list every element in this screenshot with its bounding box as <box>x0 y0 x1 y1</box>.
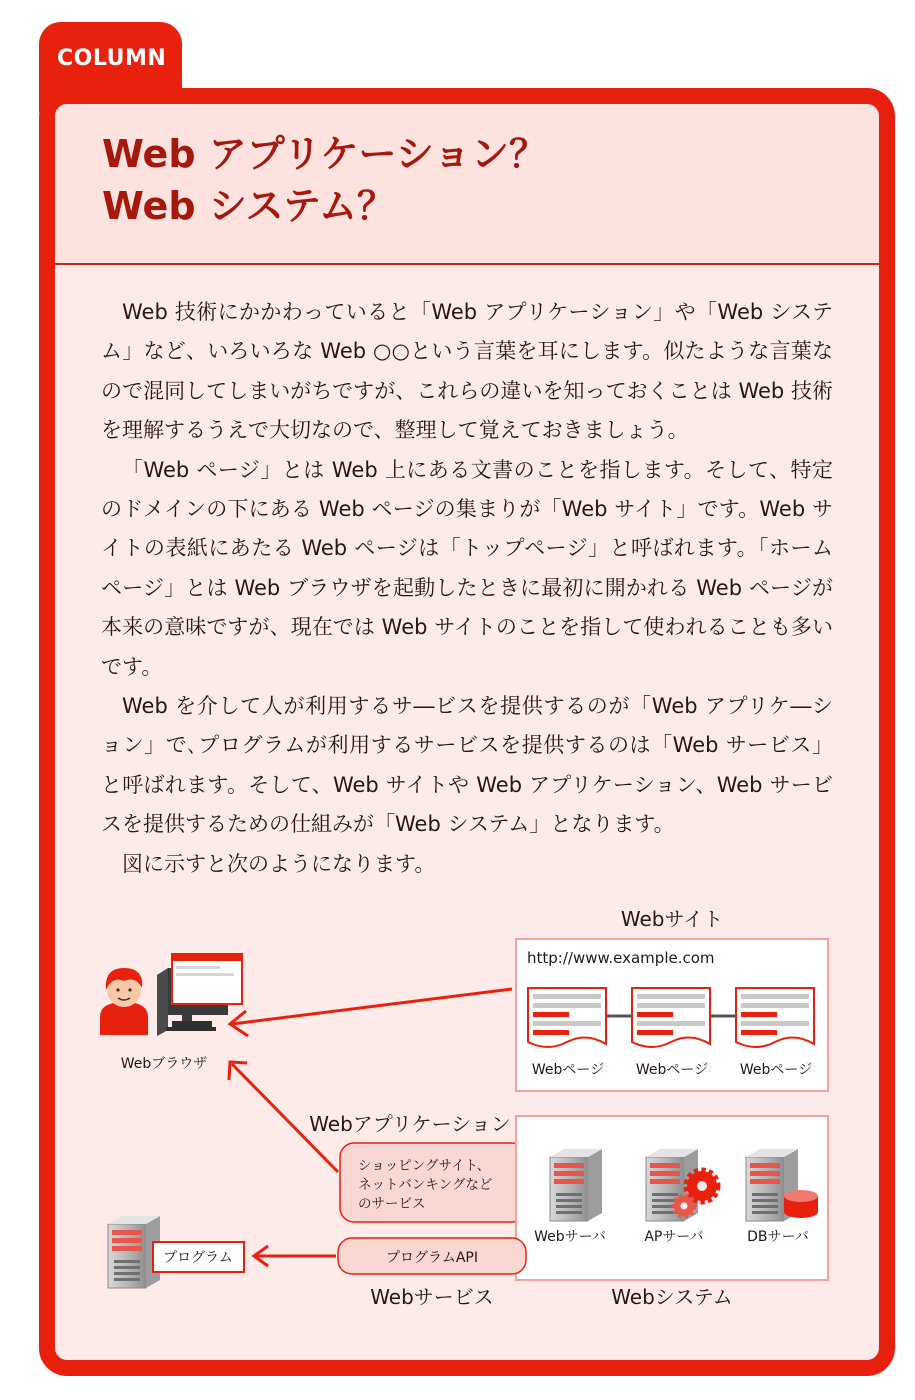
webapp-note-line-3: のサービス <box>358 1196 426 1212</box>
paragraph-4: 図に示すと次のようになります。 <box>122 851 436 876</box>
website-url: http://www.example.com <box>527 949 715 967</box>
database-icon <box>784 1190 818 1218</box>
paragraph-1: Web 技術にかかわっていると「Web アプリケーション」や「Web システム」など、いろいろな Web ○○という言葉を耳にします。似たような言葉なので混同してしまいがちですが、これらの違いを知っておくことは Web 技術を理解するうえで大切なので、整理して覚えておきましょう。 <box>101 300 833 443</box>
websystem-label: Webシステム <box>611 1285 733 1309</box>
paragraph-3: Web を介して人が利用するサ―ビスを提供するのが「Web アプリケ―ション」で､プログラムが利用するサービスを提供するのは「Web サービス」と呼ばれます。そして、Web サイトや Web アプリケーション、Web サービスを提供するための仕組みが「Web システム」となります。 <box>101 694 833 837</box>
column-label: COLUMN <box>57 46 167 71</box>
user-icon <box>100 968 148 1035</box>
web-page-icon-1 <box>528 988 606 1047</box>
web-page-icon-3 <box>736 988 814 1047</box>
website-label: Webサイト <box>620 907 724 931</box>
ap-server-label: APサーバ <box>644 1229 704 1245</box>
web-page-label-1: Webページ <box>531 1062 605 1078</box>
webapp-label: Webアプリケーション <box>309 1112 511 1136</box>
arrow-site-to-browser <box>232 989 512 1024</box>
web-server-label: Webサーバ <box>534 1229 606 1245</box>
web-page-label-2: Webページ <box>635 1062 709 1078</box>
api-label: プログラムAPI <box>385 1250 479 1266</box>
web-page-icon-2 <box>632 988 710 1047</box>
webapp-note-line-2: ネットバンキングなど <box>358 1177 493 1193</box>
browser-label: Webブラウザ <box>120 1056 208 1072</box>
webapp-note-line-1: ショッピングサイト、 <box>358 1158 491 1174</box>
web-server-icon <box>550 1149 602 1221</box>
title-line-1: Web アプリケーション？ <box>102 132 547 176</box>
webservice-label: Webサービス <box>370 1285 494 1309</box>
db-server-label: DBサーバ <box>747 1229 809 1245</box>
program-label: プログラム <box>163 1250 233 1266</box>
web-page-label-3: Webページ <box>739 1062 813 1078</box>
paragraph-2: 「Web ページ」とは Web 上にある文書のことを指します。そして、特定のドメインの下にある Web ページの集まりが「Web サイト」です。Web サイトの表紙にあたる Web ページは「トップページ」と呼ばれます。「ホームページ」とは Web ブラウザを起動したときに最初に開かれる Web ページが本来の意味ですが、現在では Web サイトのことを指して使われることも多いです。 <box>101 457 833 679</box>
title-line-2: Web システム？ <box>102 184 395 228</box>
